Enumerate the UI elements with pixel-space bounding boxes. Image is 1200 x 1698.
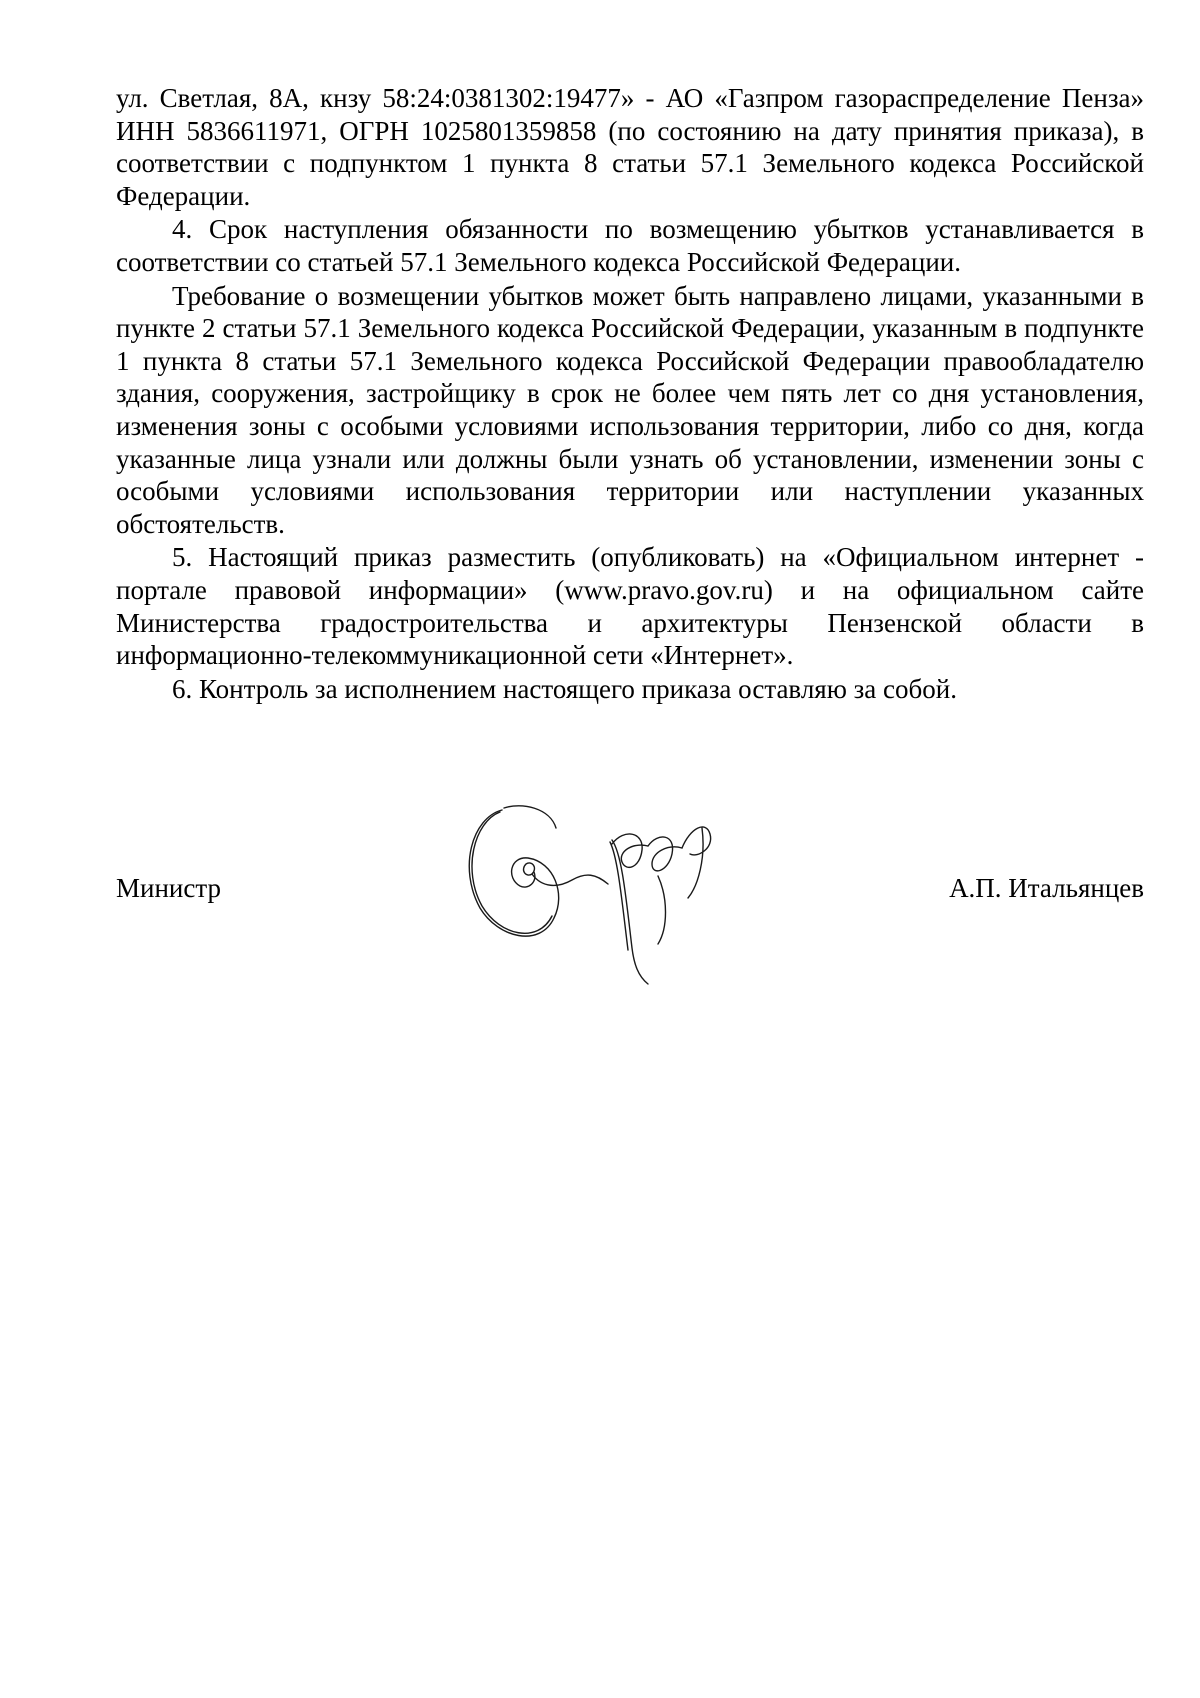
paragraph-item-5: 5. Настоящий приказ разместить (опубликовать) на «Официальном интернет - портале правовой информации» (www.pravo.gov.ru) и на официальном сайте Министерства градостроительства и архитектуры Пензенской области в информационно-телекоммуникационной сети «Интернет».: [116, 542, 1144, 671]
paragraph-item-6: 6. Контроль за исполнением настоящего приказа оставляю за собой.: [172, 673, 957, 704]
document-body: [116, 82, 1144, 705]
paragraph-address-continuation: ул. Светлая, 8А, кнзу 58:24:0381302:19477» - АО «Газпром газораспределение Пенза» ИНН 5836611971, ОГРН 1025801359858 (по состоянию на дату принятия приказа), в соответствии с подпунктом 1 пункта 8 статьи 57.1 Земельного кодекса Российской Федерации.: [116, 83, 1144, 211]
paragraph-item-4: 4. Срок наступления обязанности по возмещению убытков устанавливается в соответствии со статьей 57.1 Земельного кодекса Российской Федерации.: [116, 214, 1144, 277]
signatory-name: А.П. Итальянцев: [949, 873, 1144, 903]
paragraph-compensation-claim: Требование о возмещении убытков может быть направлено лицами, указанными в пункте 2 статьи 57.1 Земельного кодекса Российской Федерации, указанным в подпункте 1 пункта 8 статьи 57.1 Земельного кодекса Российской Федерации правообладателю здания, сооружения, застройщику в срок не более чем пять лет со дня установления, изменения зоны с особыми условиями использования территории, либо со дня, когда указанные лица узнали или должны были узнать об установлении, изменении зоны с особыми условиями использования территории или наступлении указанных обстоятельств.: [116, 280, 1144, 539]
handwritten-signature: [462, 798, 732, 988]
signatory-title: Министр: [116, 873, 221, 903]
